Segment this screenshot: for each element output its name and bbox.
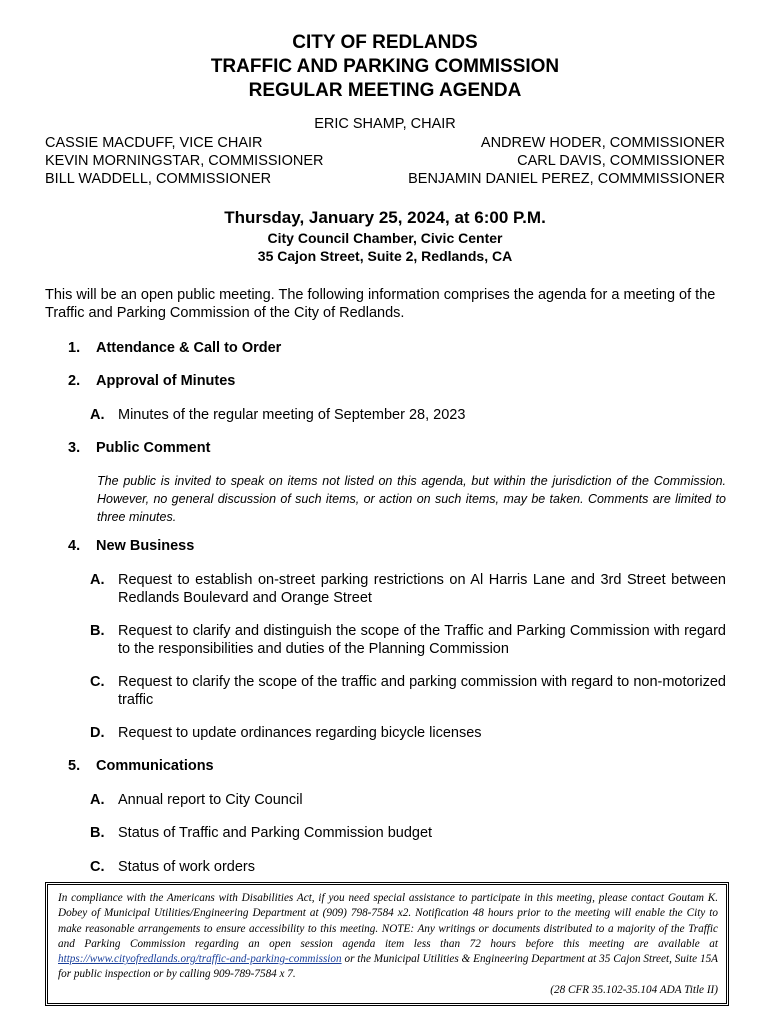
section-number: 1.	[68, 340, 81, 356]
commissioner-name: ANDREW HODER, COMMISSIONER	[480, 135, 725, 151]
item-text: Minutes of the regular meeting of September 28, 2023	[118, 407, 466, 423]
commissioner-name: CASSIE MACDUFF, VICE CHAIR	[45, 135, 263, 151]
section-number: 5.	[68, 758, 81, 774]
section-new-business	[68, 538, 194, 554]
meeting-location: City Council Chamber, Civic Center	[267, 230, 503, 246]
roster-left	[45, 134, 323, 188]
item-letter: D.	[90, 725, 105, 741]
commission-website-link[interactable]: https://www.cityofredlands.org/traffic-and-parking-commission	[58, 953, 342, 966]
section-number: 4.	[68, 538, 81, 554]
section-number: 3.	[68, 440, 81, 456]
section-title: Approval of Minutes	[96, 373, 236, 389]
new-business-item-b	[90, 622, 726, 658]
section-title: Public Comment	[96, 440, 211, 456]
item-letter: A.	[90, 572, 105, 588]
commission-title: TRAFFIC AND PARKING COMMISSION	[210, 56, 560, 77]
item-letter: A.	[90, 407, 105, 423]
item-letter: B.	[90, 623, 105, 639]
chair-name: ERIC SHAMP, CHAIR	[314, 116, 456, 132]
new-business-item-a	[90, 571, 726, 607]
section-communications	[68, 758, 214, 774]
item-text: Status of Traffic and Parking Commission budget	[118, 825, 433, 841]
new-business-item-c	[90, 673, 726, 709]
commissioner-name: BILL WADDELL, COMMISSIONER	[45, 171, 272, 187]
agenda-title: REGULAR MEETING AGENDA	[248, 80, 522, 101]
section-approval-of-minutes	[68, 373, 235, 389]
meeting-date: Thursday, January 25, 2024, at 6:00 P.M.	[224, 208, 546, 227]
public-comment-note: The public is invited to speak on items not listed on this agenda, but within the jurisdiction of the Commission. However, no general discussion of such items, or action on such items, may be taken. Comments are limited to three minutes.	[97, 474, 726, 524]
minutes-item-a	[90, 406, 726, 424]
communications-item-a	[90, 791, 726, 809]
item-letter: C.	[90, 859, 105, 875]
section-title: Communications	[96, 758, 214, 774]
intro-paragraph: This will be an open public meeting. The following information comprises the agenda for a meeting of the Traffic and Parking Commission of the City of Redlands.	[45, 287, 716, 321]
commissioner-name: BENJAMIN DANIEL PEREZ, COMMMISSIONER	[408, 171, 725, 187]
section-title: New Business	[96, 538, 195, 554]
section-public-comment	[68, 440, 210, 456]
ada-notice-box	[45, 882, 729, 1006]
commissioner-name: CARL DAVIS, COMMISSIONER	[517, 153, 725, 169]
item-text: Request to update ordinances regarding bicycle licenses	[118, 725, 482, 741]
meeting-address: 35 Cajon Street, Suite 2, Redlands, CA	[257, 248, 513, 264]
item-text: Request to clarify the scope of the traffic and parking commission with regard to non-motorized traffic	[118, 674, 726, 708]
section-number: 2.	[68, 373, 81, 389]
communications-item-b	[90, 824, 726, 842]
communications-item-c	[90, 858, 726, 876]
item-letter: C.	[90, 674, 105, 690]
city-title: CITY OF REDLANDS	[292, 32, 478, 53]
item-text: Request to clarify and distinguish the scope of the Traffic and Parking Commission with regard to the responsibilities and duties of the Planning Commission	[118, 623, 726, 657]
item-letter: A.	[90, 792, 105, 808]
section-attendance	[68, 340, 281, 356]
roster-right	[408, 134, 725, 188]
item-text: Request to establish on-street parking restrictions on Al Harris Lane and 3rd Street between Redlands Boulevard and Orange Street	[118, 572, 726, 606]
ada-citation: (28 CFR 35.102-35.104 ADA Title II)	[550, 983, 718, 996]
item-letter: B.	[90, 825, 105, 841]
new-business-item-d	[90, 724, 726, 742]
ada-notice	[58, 891, 718, 998]
section-title: Attendance & Call to Order	[96, 340, 282, 356]
ada-notice-text-end: or the Municipal Utilities & Engineering Department at 35 Cajon Street, Suite 15A for public inspection or by calling 909-789-7584 x 7.	[58, 953, 718, 981]
ada-notice-text: In compliance with the Americans with Disabilities Act, if you need special assistance to participate in this meeting, please contact Goutam K. Dobey of Municipal Utilities/Engineering Department at (909) 798-7584 x2. Notification 48 hours prior to the meeting will enable the City to make reasonable arrangements to ensure accessibility to this meeting. NOTE: Any writings or documents distributed to a majority of the Traffic and Parking Commission regarding an open session agenda item less than 72 hours before this meeting are available at	[58, 892, 718, 950]
item-text: Status of work orders	[118, 859, 255, 875]
commissioner-name: KEVIN MORNINGSTAR, COMMISSIONER	[45, 153, 324, 169]
item-text: Annual report to City Council	[118, 792, 303, 808]
